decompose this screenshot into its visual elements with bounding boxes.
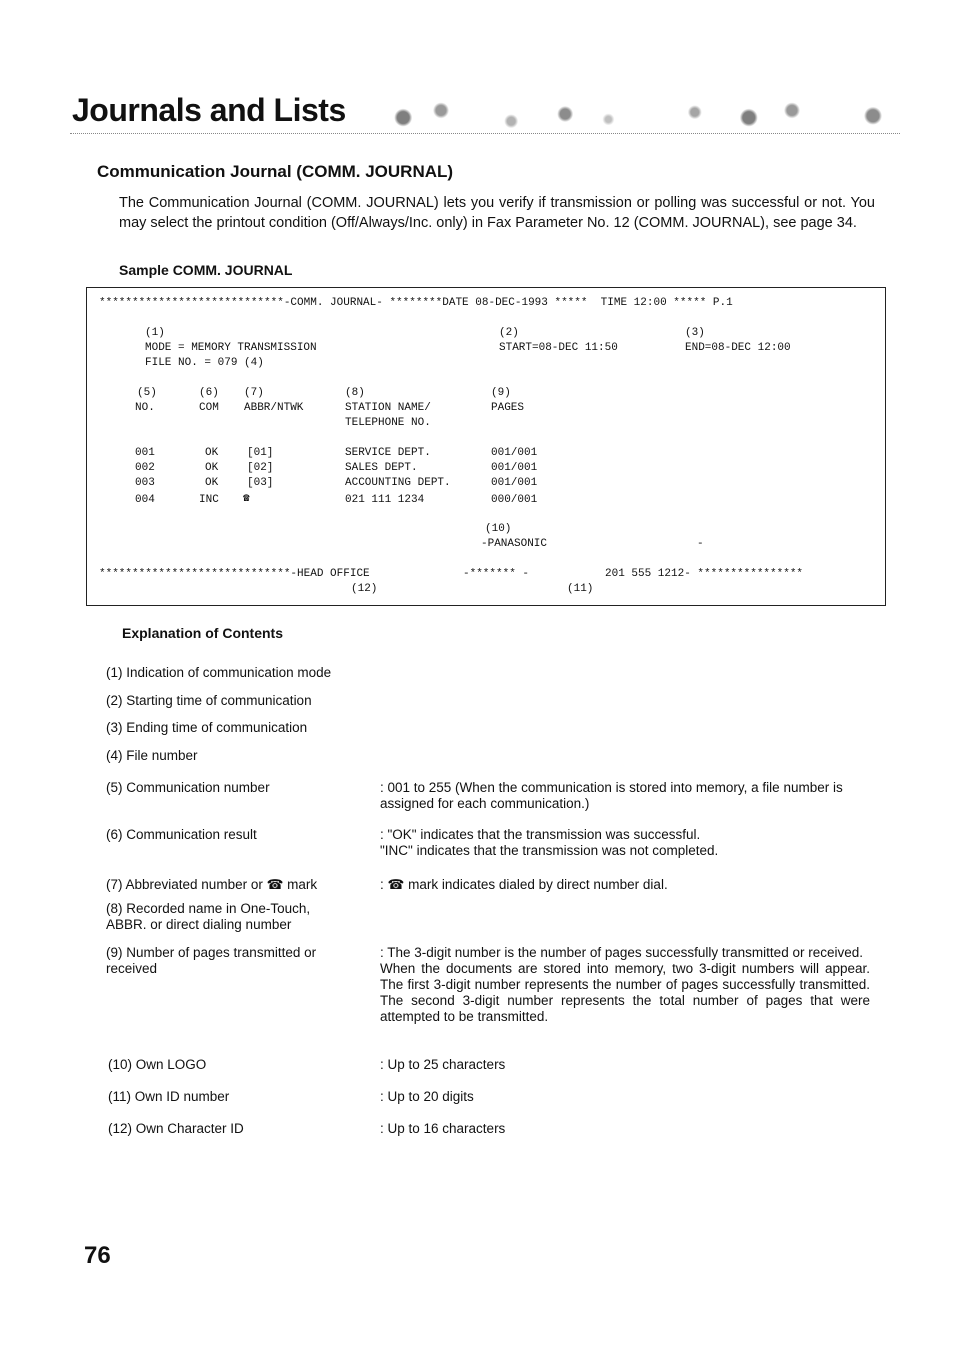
journal-end: END=08-DEC 12:00 xyxy=(685,342,791,354)
expl-item-9: (9) Number of pages transmitted or received xyxy=(106,945,317,976)
expl-item-1: (1) Indication of communication mode xyxy=(106,665,332,680)
row-abbr: [03] xyxy=(247,477,274,489)
row-name: 021 111 1234 xyxy=(345,494,425,506)
row-no: 004 xyxy=(135,494,155,506)
col-header-station: STATION NAME/ xyxy=(345,402,431,414)
row-pages: 001/001 xyxy=(491,462,538,474)
journal-file-no: FILE NO. = 079 (4) xyxy=(145,357,264,369)
journal-footer-left: *****************************-HEAD OFFICE xyxy=(99,568,370,580)
row-abbr: [01] xyxy=(247,447,274,459)
row-pages: 001/001 xyxy=(491,447,538,459)
expl-item-5: (5) Communication number xyxy=(106,780,270,795)
explanation-heading: Explanation of Contents xyxy=(122,625,283,641)
journal-mark-1: (1) xyxy=(145,327,165,339)
row-com: INC xyxy=(199,494,219,506)
row-abbr: [02] xyxy=(247,462,274,474)
banner-texture xyxy=(360,96,900,132)
journal-start: START=08-DEC 11:50 xyxy=(499,342,618,354)
expl-desc-5: : 001 to 255 (When the communication is stored into memory, a file number is assigned for each communication.) xyxy=(380,780,843,811)
expl-item-3: (3) Ending time of communication xyxy=(106,720,308,735)
sample-heading: Sample COMM. JOURNAL xyxy=(119,262,293,278)
expl-desc-12: : Up to 16 characters xyxy=(380,1121,506,1136)
row-com: OK xyxy=(205,477,219,489)
page-number: 76 xyxy=(84,1242,111,1269)
col-header-station-sub: TELEPHONE NO. xyxy=(345,417,431,429)
expl-item-2: (2) Starting time of communication xyxy=(106,693,312,708)
expl-desc-11: : Up to 20 digits xyxy=(380,1089,474,1104)
expl-item-4: (4) File number xyxy=(106,748,198,763)
journal-footer-right: 201 555 1212- **************** xyxy=(605,568,804,580)
expl-item-10: (10) Own LOGO xyxy=(108,1057,207,1072)
journal-mark-12: (12) xyxy=(351,583,378,595)
expl-item-11: (11) Own ID number xyxy=(108,1089,230,1104)
row-name: ACCOUNTING DEPT. xyxy=(345,477,451,489)
row-no: 001 xyxy=(135,447,155,459)
phone-icon: ☎ xyxy=(243,493,250,505)
expl-item-12: (12) Own Character ID xyxy=(108,1121,244,1136)
expl-item-6: (6) Communication result xyxy=(106,827,257,842)
journal-footer-mid: -******* - xyxy=(463,568,530,580)
expl-desc-6: : "OK" indicates that the transmission was successful. "INC" indicates that the transmission was not completed. xyxy=(380,827,719,858)
banner-title: Journals and Lists xyxy=(72,92,346,128)
sample-journal xyxy=(86,287,886,606)
row-no: 003 xyxy=(135,477,155,489)
col-mark-8: (8) xyxy=(345,387,365,399)
expl-item-7: (7) Abbreviated number or ☎ mark xyxy=(106,877,318,892)
col-mark-6: (6) xyxy=(199,387,219,399)
col-mark-5: (5) xyxy=(137,387,157,399)
col-header-no: NO. xyxy=(135,402,155,414)
journal-mode: MODE = MEMORY TRANSMISSION xyxy=(145,342,317,354)
col-header-com: COM xyxy=(199,402,219,414)
journal-dash: - xyxy=(697,538,704,550)
expl-desc-10: : Up to 25 characters xyxy=(380,1057,506,1072)
expl-desc-9: : The 3-digit number is the number of pages successfully transmitted or received. When the documents are stored into memory, two 3-digit numbers will appear. The first 3-digit number represents the number of pages successfully transmitted. The second 3-digit number represents the total number of pages that were attempted to be transmitted. xyxy=(380,945,870,1024)
col-header-pages: PAGES xyxy=(491,402,525,414)
expl-desc-7: : ☎ mark indicates dialed by direct number dial. xyxy=(380,877,668,892)
expl-item-8: (8) Recorded name in One-Touch, ABBR. or direct dialing number xyxy=(106,901,311,932)
row-no: 002 xyxy=(135,462,155,474)
row-pages: 000/001 xyxy=(491,494,538,506)
journal-mark-2: (2) xyxy=(499,327,519,339)
journal-mark-11: (11) xyxy=(567,583,594,595)
banner-rule xyxy=(70,133,900,134)
intro-paragraph: The Communication Journal (COMM. JOURNAL) lets you verify if transmission or polling was successful or not. You may select the printout condition (Off/Always/Inc. only) in Fax Parameter No. 12 (COMM. JOURNAL), see page 34. xyxy=(119,195,875,231)
section-title: Communication Journal (COMM. JOURNAL) xyxy=(97,162,454,181)
row-pages: 001/001 xyxy=(491,477,538,489)
row-name: SALES DEPT. xyxy=(345,462,418,474)
row-com: OK xyxy=(205,462,219,474)
journal-mark-10: (10) xyxy=(485,523,512,535)
journal-header-line: ****************************-COMM. JOURNAL- ********DATE 08-DEC-1993 ***** TIME 12:00 ***** P.1 xyxy=(99,297,733,309)
row-com: OK xyxy=(205,447,219,459)
journal-logo: -PANASONIC xyxy=(481,538,548,550)
row-name: SERVICE DEPT. xyxy=(345,447,431,459)
col-mark-9: (9) xyxy=(491,387,511,399)
col-mark-7: (7) xyxy=(244,387,264,399)
journal-mark-3: (3) xyxy=(685,327,705,339)
col-header-abbr: ABBR/NTWK xyxy=(244,402,304,414)
section-banner xyxy=(70,92,900,136)
